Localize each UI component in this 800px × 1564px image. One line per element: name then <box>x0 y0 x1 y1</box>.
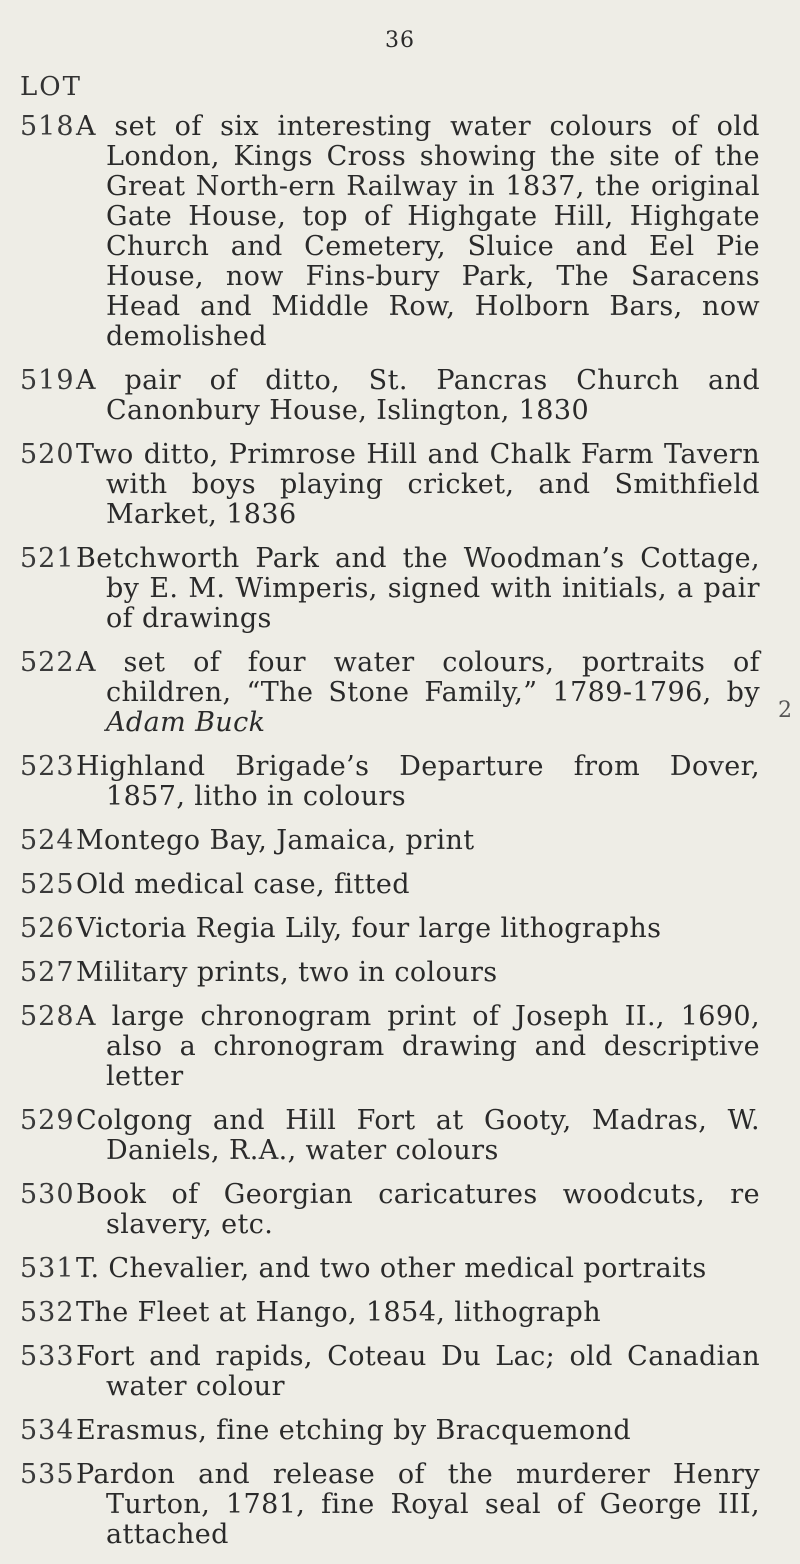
lot-number: 523 <box>20 751 75 782</box>
lot-list <box>20 112 760 1564</box>
lot-entry-527 <box>20 958 760 988</box>
lot-entry-523 <box>20 752 760 812</box>
lot-number: 525 <box>20 869 75 900</box>
lot-description: Old medical case, fitted <box>76 869 410 900</box>
lot-description: Pardon and release of the murderer Henry Turton, 1781, fine Royal seal of George III, attached <box>76 1459 760 1550</box>
lot-description: A pair of ditto, St. Pancras Church and Canonbury House, Islington, 1830 <box>76 365 760 426</box>
lot-entry-522 <box>20 648 760 738</box>
lot-number: 531 <box>20 1253 75 1284</box>
lot-number: 520 <box>20 439 75 470</box>
lot-number: 524 <box>20 825 75 856</box>
lot-number: 534 <box>20 1415 75 1446</box>
lot-entry-533 <box>20 1342 760 1402</box>
lot-description: Erasmus, fine etching by Bracquemond <box>76 1415 632 1446</box>
lot-number: 529 <box>20 1105 75 1136</box>
lot-description: Victoria Regia Lily, four large lithographs <box>76 913 662 944</box>
lot-number: 528 <box>20 1001 75 1032</box>
lot-entry-526 <box>20 914 760 944</box>
lot-entry-525 <box>20 870 760 900</box>
lot-number: 526 <box>20 913 75 944</box>
lot-column-header: LOT <box>20 72 82 102</box>
lot-entry-519 <box>20 366 760 426</box>
lot-entry-521 <box>20 544 760 634</box>
lot-description: Book of Georgian caricatures woodcuts, re slavery, etc. <box>76 1179 760 1240</box>
lot-entry-535 <box>20 1460 760 1550</box>
lot-entry-518 <box>20 112 760 352</box>
lot-number: 533 <box>20 1341 75 1372</box>
lot-description: Fort and rapids, Coteau Du Lac; old Canadian water colour <box>76 1341 760 1402</box>
lot-entry-524 <box>20 826 760 856</box>
lot-entry-520 <box>20 440 760 530</box>
lot-number: 532 <box>20 1297 75 1328</box>
lot-entry-534 <box>20 1416 760 1446</box>
page-number: 36 <box>385 28 415 53</box>
lot-description: The Fleet at Hango, 1854, lithograph <box>76 1297 601 1328</box>
lot-entry-529 <box>20 1106 760 1166</box>
lot-number: 527 <box>20 957 75 988</box>
lot-description: Highland Brigade’s Departure from Dover, 1857, litho in colours <box>76 751 760 812</box>
lot-description-text: A set of four water colours, portraits of children, “The Stone Family,” 1789-1796, by <box>76 647 760 708</box>
lot-description: Colgong and Hill Fort at Gooty, Madras, W. Daniels, R.A., water colours <box>76 1105 760 1166</box>
lot-description: A set of six interesting water colours of old London, Kings Cross showing the site of the Great North-ern Railway in 1837, the original Gate House, top of Highgate Hill, Highgate Church and Cemetery, Sluice and Eel Pie House, now Fins-bury Park, The Saracens Head and Middle Row, Holborn Bars, now demolished <box>76 111 760 352</box>
margin-mark: 2 <box>778 698 792 723</box>
lot-description: T. Chevalier, and two other medical portraits <box>76 1253 707 1284</box>
lot-number: 522 <box>20 647 75 678</box>
lot-number: 521 <box>20 543 75 574</box>
lot-entry-531 <box>20 1254 760 1284</box>
lot-description <box>76 648 760 738</box>
lot-entry-532 <box>20 1298 760 1328</box>
lot-number: 519 <box>20 365 75 396</box>
lot-description: Montego Bay, Jamaica, print <box>76 825 475 856</box>
lot-description: Two ditto, Primrose Hill and Chalk Farm Tavern with boys playing cricket, and Smithfield Market, 1836 <box>76 439 760 530</box>
lot-number: 518 <box>20 111 75 142</box>
lot-entry-528 <box>20 1002 760 1092</box>
lot-description: Betchworth Park and the Woodman’s Cottage, by E. M. Wimperis, signed with initials, a pair of drawings <box>76 543 760 634</box>
lot-number: 530 <box>20 1179 75 1210</box>
lot-description: Military prints, two in colours <box>76 957 498 988</box>
lot-number: 535 <box>20 1459 75 1490</box>
lot-entry-530 <box>20 1180 760 1240</box>
lot-description: A large chronogram print of Joseph II., 1690, also a chronogram drawing and descriptive letter <box>76 1001 760 1092</box>
artist-name: Adam Buck <box>106 707 266 738</box>
